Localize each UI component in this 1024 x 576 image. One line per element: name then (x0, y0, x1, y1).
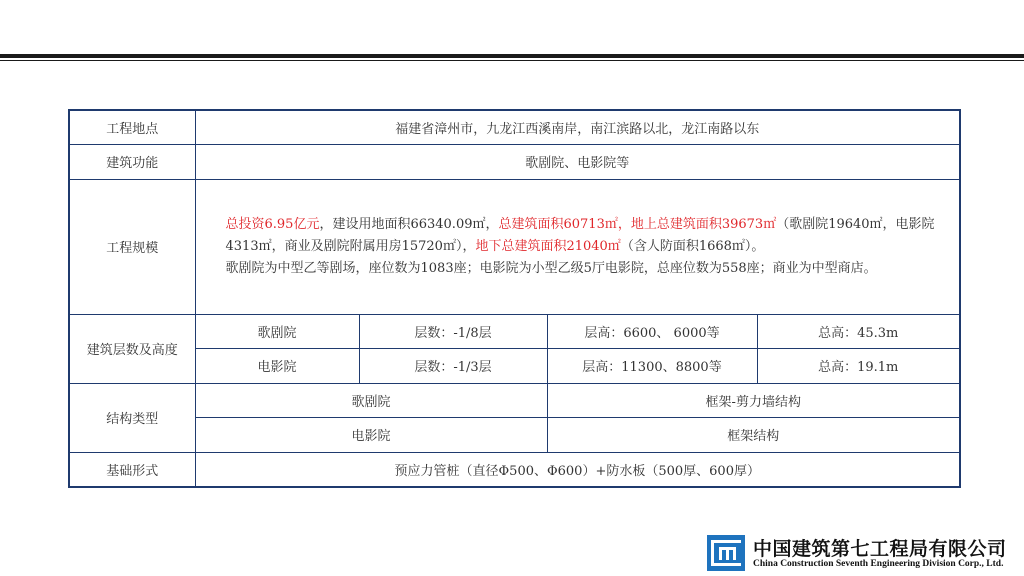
floors-opera-floor-height: 层高：6600、 6000等 (547, 314, 757, 348)
company-name-cn: 中国建筑第七工程局有限公司 (753, 538, 1007, 560)
scale-investment: 总投资6.95亿元 (225, 216, 320, 232)
floors-cinema-name: 电影院 (195, 348, 359, 383)
label-function: 建筑功能 (69, 144, 195, 179)
row-foundation (69, 452, 960, 487)
floors-opera-layers: 层数：-1/8层 (359, 314, 547, 348)
scale-land-area: ，建设用地面积66340.09㎡， (319, 216, 499, 232)
label-foundation: 基础形式 (69, 452, 195, 487)
structure-cinema-type: 框架结构 (547, 417, 960, 452)
company-name-en: China Construction Seventh Engineering Division Corp., Ltd. (753, 559, 1004, 569)
floors-opera-name: 歌剧院 (195, 314, 359, 348)
company-logo (705, 532, 1020, 572)
structure-opera-type: 框架-剪力墙结构 (547, 383, 960, 417)
row-structure-opera (69, 383, 960, 417)
floors-opera-total-height: 总高：45.3m (757, 314, 960, 348)
project-info-table (68, 109, 961, 488)
scale-civil-defense: （含人防面积1668㎡）。 (620, 238, 765, 254)
scale-area-breakdown: （歌剧院19640㎡，电影院4313㎡，商业及剧院附属用房15720㎡）， (225, 216, 935, 254)
row-floors-cinema (69, 348, 960, 383)
floors-cinema-layers: 层数：-1/3层 (359, 348, 547, 383)
value-foundation: 预应力管桩（直径Φ500、Φ600）+防水板（500厚、600厚） (195, 452, 960, 487)
structure-opera-name: 歌剧院 (195, 383, 547, 417)
header-rule-thin (0, 60, 1024, 61)
label-floors: 建筑层数及高度 (69, 314, 195, 383)
scale-underground-area: 地下总建筑面积21040㎡ (475, 238, 621, 254)
value-function: 歌剧院、电影院等 (195, 144, 960, 179)
row-structure-cinema (69, 417, 960, 452)
label-structure: 结构类型 (69, 383, 195, 452)
scale-paragraph-1 (202, 214, 954, 258)
scale-paragraph-2: 歌剧院为中型乙等剧场，座位数为1083座；电影院为小型乙级5厅电影院，总座位数为558座；商业为中型商店。 (225, 260, 877, 276)
value-scale (195, 179, 960, 314)
value-location: 福建省漳州市，九龙江西溪南岸，南江滨路以北，龙江南路以东 (195, 110, 960, 144)
floors-cinema-floor-height: 层高：11300、8800等 (547, 348, 757, 383)
row-function (69, 144, 960, 179)
structure-cinema-name: 电影院 (195, 417, 547, 452)
cscec-logo-icon (707, 535, 745, 571)
label-location: 工程地点 (69, 110, 195, 144)
row-scale (69, 179, 960, 314)
header-rule-thick (0, 54, 1024, 58)
label-scale: 工程规模 (69, 179, 195, 314)
scale-total-area: 总建筑面积60713㎡，地上总建筑面积39673㎡ (498, 216, 777, 232)
row-floors-opera (69, 314, 960, 348)
floors-cinema-total-height: 总高：19.1m (757, 348, 960, 383)
row-location (69, 110, 960, 144)
